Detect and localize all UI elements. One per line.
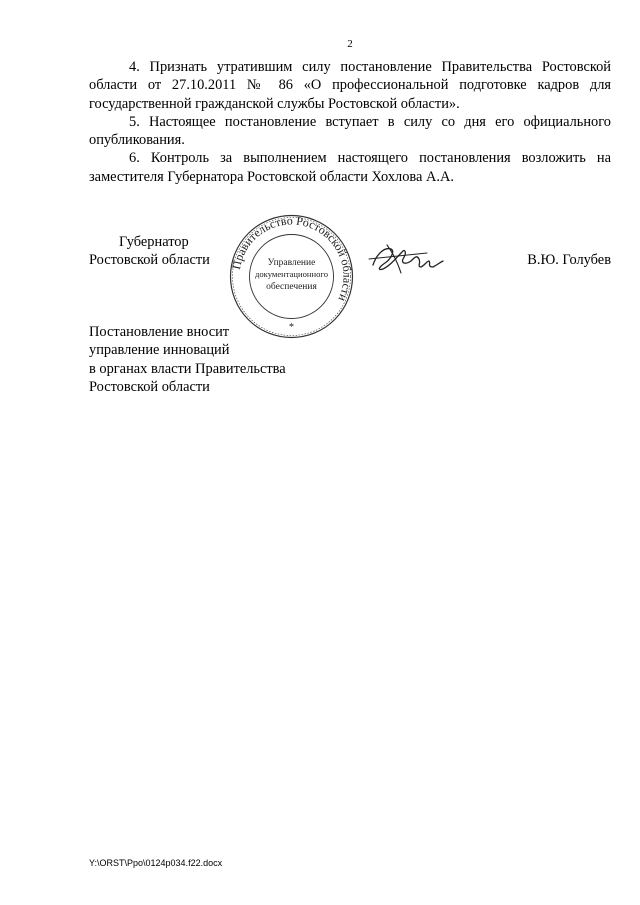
official-seal xyxy=(228,213,355,340)
paragraph-item-4: 4. Признать утратившим силу постановление Правительства Ростовской области от 27.10.2011 № 86 «О профессиональной подготовке кадров для государственной гражданской службы Ростовской области». xyxy=(89,59,611,112)
seal-inner-line1: Управление xyxy=(267,258,316,268)
paragraph-item-6: 6. Контроль за выполнением настоящего постановления возложить на заместителя Губернатора Ростовской области Хохлова А.А. xyxy=(89,150,611,185)
governor-title-line1: Губернатор xyxy=(119,234,189,250)
seal-outer-text: Правительство Ростовской области xyxy=(228,213,355,304)
governor-name: В.Ю. Голубев xyxy=(527,252,611,268)
submission-note-line1: Постановление вносит xyxy=(89,324,230,340)
paragraph-item-5: 5. Настоящее постановление вступает в силу со дня его официального опубликования. xyxy=(89,113,611,149)
seal-inner-line3: обеспечения xyxy=(266,282,317,292)
governor-title-line2: Ростовской области xyxy=(89,252,210,269)
page-number: 2 xyxy=(347,38,353,50)
document-body xyxy=(89,58,611,186)
handwritten-signature xyxy=(367,239,447,279)
file-path: Y:\ORST\Ppo\0124p034.f22.docx xyxy=(89,858,223,868)
seal-star: * xyxy=(289,322,294,333)
submission-note xyxy=(89,323,349,396)
submission-note-line3: в органах власти Правительства xyxy=(89,360,286,377)
submission-note-line2: управление инноваций xyxy=(89,342,230,359)
submission-note-line4: Ростовской области xyxy=(89,378,210,395)
seal-inner-line2: документационного xyxy=(254,269,329,279)
governor-title xyxy=(89,233,210,270)
